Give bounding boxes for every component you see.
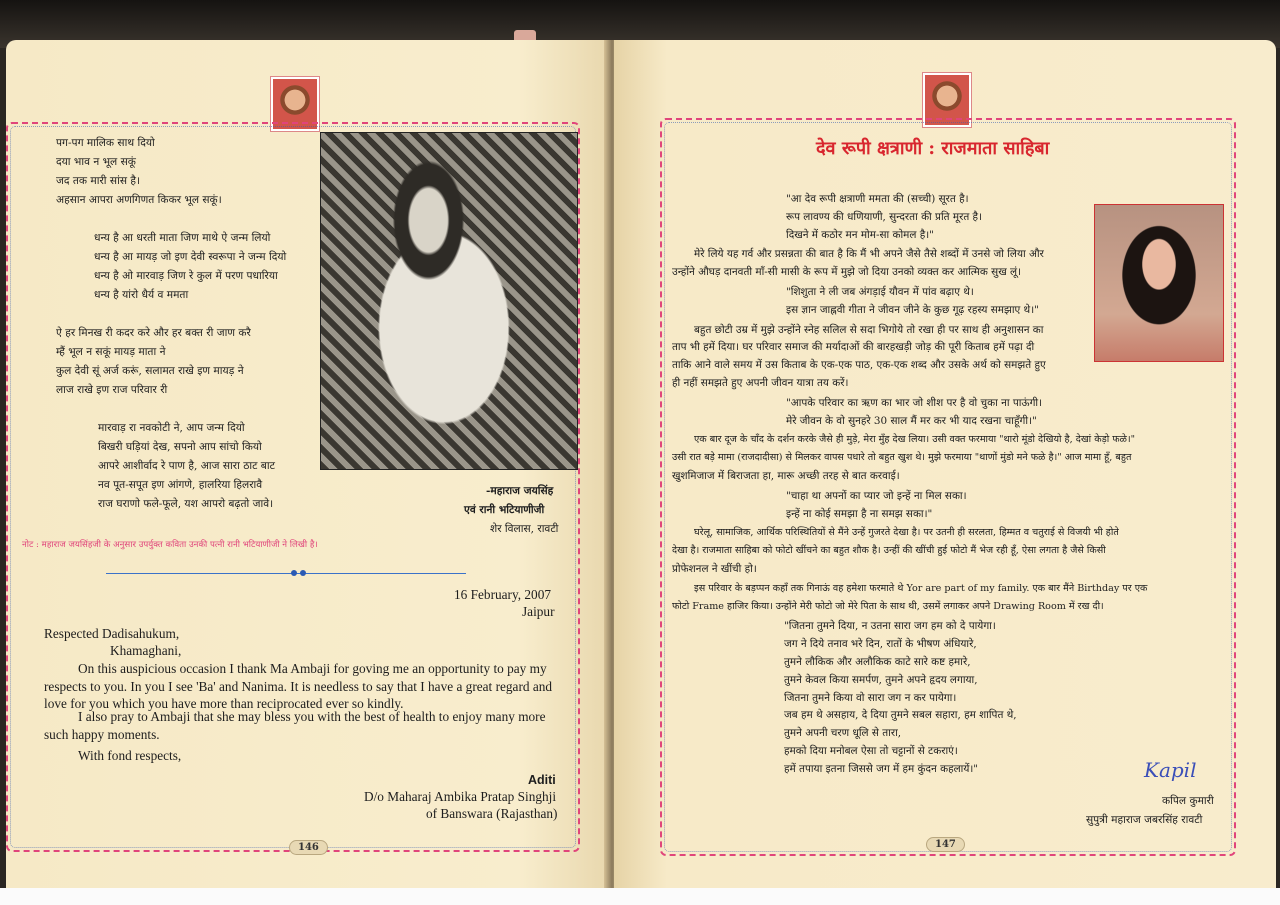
text-line: ही नहीं समझते हुए अपनी जीवन यात्रा तय करें। xyxy=(672,377,849,389)
text-line: अहसान आपरा अणगिणत किकर भूल सकूं। xyxy=(56,194,222,206)
text-line: "शिशुता ने ली जब अंगड़ाई यौवन में पांव बढ़ाए थे। xyxy=(786,286,974,298)
page-number: 146 xyxy=(289,840,328,855)
text-line: म्हैं भूल न सकूं मायड़ माता ने xyxy=(56,346,166,358)
right-page xyxy=(614,40,1276,888)
text-line: उसी रात बड़े मामा (राजदादीसा) से मिलकर वापस पधारे तो बहुत खुश थे। मुझे फरमाया "थाणों मुंडो मने फळे है।" आज मामा हूँ, बहुत xyxy=(672,452,1132,464)
text-line: love for you which you have more than reciprocated ever so kindly. xyxy=(44,696,404,712)
divider-dot xyxy=(291,570,297,576)
poem-signature-place: शेर विलास, रावटी xyxy=(490,523,559,535)
text-line: जद तक मारी सांस है। xyxy=(56,175,140,187)
letter-place: of Banswara (Rajasthan) xyxy=(426,806,558,821)
text-line: बिखरी घड़ियां देख, सपनो आप सांचो कियो xyxy=(98,441,262,453)
text-line: पग-पग मालिक साथ दियो xyxy=(56,137,155,149)
text-line: इस परिवार के बड़प्पन कहाँ तक गिनाऊं वह हमेशा फरमाते थे Yor are part of my family. एक बार मैंने Birthday पर एक xyxy=(694,582,1148,594)
text-line: धन्य है ओ मारवाड़ जिण रे कुल में परण पधारिया xyxy=(94,270,278,282)
text-line: हमको दिया मनोबल ऐसा तो चट्टानों से टकराएं। xyxy=(784,745,958,757)
poem-note: नोट : महाराज जयसिंहजी के अनुसार उपर्युक्त कविता उनकी पत्नी रानी भटियाणीजी ने लिखी है। xyxy=(22,540,318,550)
text-line: घरेलू, सामाजिक, आर्थिक परिस्थितियों से मैंने उन्हें गुजरते देखा है। पर उतनी ही सरलता, हिम्मत व चतुराई से विजयी भी होते xyxy=(694,527,1119,539)
text-line: राज घराणो फले-फूले, यश आपरो बढ़तो जावे। xyxy=(98,498,274,510)
handwritten-signature: Kapil xyxy=(1144,758,1197,782)
text-line: धन्य है यांरो धैर्य व ममता xyxy=(94,289,189,301)
text-line: लाज राखे इण राज परिवार री xyxy=(56,384,168,396)
portrait-photo-rajmata xyxy=(320,132,578,470)
text-line: हमें तपाया इतना जिससे जग में हम कुंदन कहलायें।" xyxy=(784,762,979,775)
divider-dot xyxy=(300,570,306,576)
text-line: तुमने अपनी चरण धूलि से तारा, xyxy=(784,727,902,740)
text-line: ताकि आने वाले समय में उस किताब के एक-एक पाठ, एक-एक शब्द और उसके अर्थ को समझते हुए xyxy=(672,359,1046,372)
text-line: "आ देव रूपी क्षत्राणी ममता की (सच्ची) सूरत है। xyxy=(786,193,969,205)
author-relation: सुपुत्री महाराज जबरसिंह रावटी xyxy=(1086,814,1203,826)
divider xyxy=(106,573,466,574)
text-line: तुमने लौकिक और अलौकिक काटे सारे कष्ट हमारे, xyxy=(784,656,971,668)
text-line: दिखने में कठोर मन मोम-सा कोमल है।" xyxy=(786,228,934,241)
text-line: ऐ हर मिनख री कदर करे और हर बक्त री जाण करै xyxy=(56,327,251,339)
text-line: रूप लावण्य की धणियाणी, सुन्दरता की प्रति मूरत है। xyxy=(786,210,983,223)
letter-relation: D/o Maharaj Ambika Pratap Singhji xyxy=(364,789,557,804)
text-line: खुशमिजाज में बिराजता हा, मारू अच्छी तरह से बात करवाई। xyxy=(672,470,900,482)
text-line: जितना तुमने किया वो सारा जग न कर पायेगा। xyxy=(784,691,957,704)
text-line: धन्य है आ धरती माता जिण माथे ऐ जन्म लियो xyxy=(94,232,271,244)
author-name: कपिल कुमारी xyxy=(1162,795,1214,807)
text-line: respects to you. In you I see 'Ba' and Nanima. It is needless to say that I have a great regard and xyxy=(44,678,553,694)
text-line: धन्य है आ मायड़ जो इण देवी स्वरूपा ने जन्म दियो xyxy=(94,251,287,263)
text-line: मेरे जीवन के वो सुनहरे 30 साल मैं मर कर भी याद रखना चाहूँगी।" xyxy=(786,414,1037,427)
text-line: जब हम थे असहाय, दे दिया तुमने सबल सहारा, हम शापित थे, xyxy=(784,709,1017,722)
text-line: इन्हें ना कोई समझा है ना समझ सका।" xyxy=(786,507,933,520)
poem-signature-with: एवं रानी भटियाणीजी xyxy=(464,504,545,516)
text-line: "चाहा था अपनों का प्यार जो इन्हें ना मिल सका। xyxy=(786,489,967,502)
text-line: जग ने दिये तनाव भरे दिन, रातों के भीषण अंधियारे, xyxy=(784,638,977,651)
text-line: दया भाव न भूल सकूं xyxy=(56,156,136,168)
text-line: नव पूत-सपूत इण आंगणे, हालरिया हिलरावै xyxy=(98,479,263,491)
text-line: कुल देवी सूं अर्ज करूं, सलामत राखे इण मायड़ ने xyxy=(56,365,244,377)
letter-closing: With fond respects, xyxy=(78,748,182,763)
text-line: I also pray to Ambaji that she may bless you with the best of health to enjoy many more xyxy=(78,709,546,724)
text-line: इस ज्ञान जाह्नवी गीता ने जीवन जीने के कुछ गूढ़ रहस्य समझाए थे।" xyxy=(786,303,1039,316)
text-line: आपरे आशीर्वाद रे पाण है, आज सारा ठाट बाट xyxy=(98,460,275,472)
scanner-bottom-edge xyxy=(0,888,1280,905)
text-line: उन्होंने औघड़ दानवती माँ-सी मासी के रूप में मुझे जो दिया उनको व्यक्त कर आत्मिक सुख लूं। xyxy=(672,266,1021,279)
text-line: ताप भी हमें दिया। घर परिवार समाज की मर्यादाओं की बारहखड़ी जोड़ की पूरी किताब हमें पढ़ा दी xyxy=(672,341,1035,354)
poem-signature-name: -महाराज जयसिंह xyxy=(486,485,554,497)
text-line: मारवाड़ रा नवकोटी ने, आप जन्म दियो xyxy=(98,422,245,434)
page-number: 147 xyxy=(926,837,965,852)
text-line: "जितना तुमने दिया, न उतना सारा जग हम को दे पायेगा। xyxy=(784,620,996,633)
text-line: बहुत छोटी उम्र में मुझे उन्होंने स्नेह सलिल से सदा भिगोये तो रखा ही पर साथ ही अनुशासन का xyxy=(694,323,1044,336)
letter-city: Jaipur xyxy=(522,604,555,619)
text-line: फोटो Frame हाजिर किया। उन्होंने मेरी फोटो जो मेरे पिता के साथ थी, उसमें लगाकर अपने Drawing Room में रख दी। xyxy=(672,600,1104,612)
portrait-photo-kapil xyxy=(1094,204,1224,362)
text-line: such happy moments. xyxy=(44,726,160,742)
text-line: एक बार दूज के चाँद के दर्शन करके जैसे ही मुड़े, मेरा मुँह देख लिया। उसी वक्त फरमाया "थारो मूंडो देखियो है, देखां केड़ो फळे।" xyxy=(694,434,1135,446)
letter-greeting: Khamaghani, xyxy=(110,643,182,658)
article-title: देव रूपी क्षत्राणी : राजमाता साहिबा xyxy=(816,138,1050,159)
text-line: देखा है। राजमाता साहिबा को फोटो खींचने का बहुत शौक है। उन्हीं की खींची हुई फोटो मैं भेज रही हूँ, ऐसा लगता है जैसे किसी xyxy=(672,545,1106,557)
text-line: "आपके परिवार का ऋण का भार जो शीश पर है वो चुका ना पाऊंगी। xyxy=(786,396,1043,409)
letter-author: Aditi xyxy=(528,773,556,787)
text-line: मेरे लिये यह गर्व और प्रसन्नता की बात है कि मैं भी अपने जैसे तैसे शब्दों में उनसे जो लिया और xyxy=(694,248,1044,261)
text-line: प्रोफेशनल ने खींची हो। xyxy=(672,563,757,575)
text-line: तुमने केवल किया समर्पण, तुमने अपने हृदय लगाया, xyxy=(784,673,978,686)
letter-date: 16 February, 2007 xyxy=(454,587,551,602)
text-line: On this auspicious occasion I thank Ma Ambaji for goving me an opportunity to pay my xyxy=(78,661,547,676)
left-page xyxy=(6,40,610,888)
letter-salutation: Respected Dadisahukum, xyxy=(44,626,180,641)
